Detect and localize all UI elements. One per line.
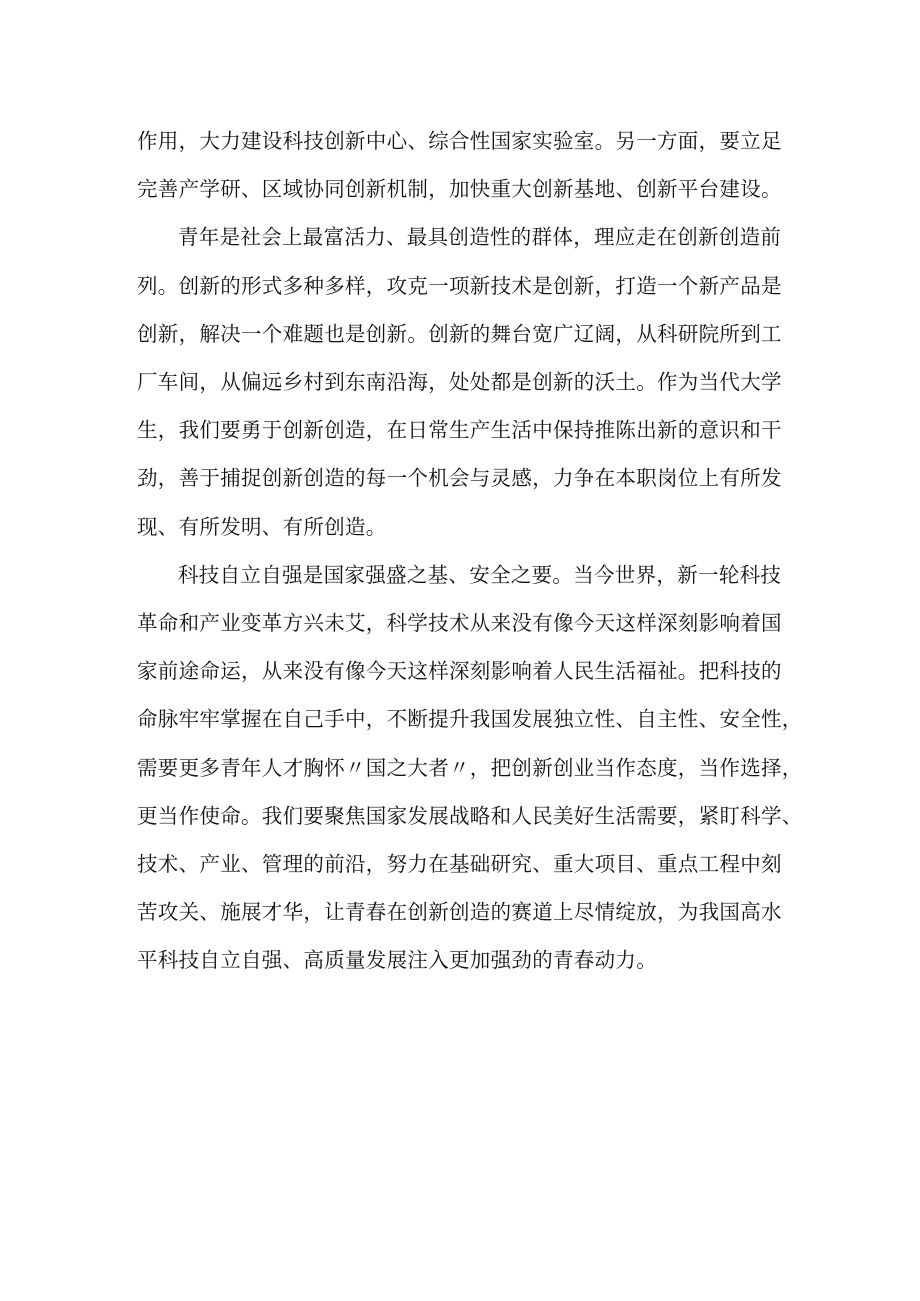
paragraph-line: 平科技自立自强、高质量发展注入更加强劲的青春动力。 <box>137 948 657 973</box>
paragraph-line: 苦攻关、施展才华，让青春在创新创造的赛道上尽情绽放，为我国高水 <box>137 900 782 925</box>
document-body <box>137 117 803 985</box>
paragraph-line: 更当作使命。我们要聚焦国家发展战略和人民美好生活需要，紧盯科学、 <box>137 803 803 828</box>
paragraph-line: 青年是社会上最富活力、最具创造性的群体，理应走在创新创造前 <box>178 225 782 250</box>
paragraph-line: 劲，善于捕捉创新创造的每一个机会与灵感，力争在本职岗位上有所发 <box>137 466 782 491</box>
paragraph-line: 创新，解决一个难题也是创新。创新的舞台宽广辽阔，从科研院所到工 <box>137 321 782 346</box>
paragraph-line: 家前途命运，从来没有像今天这样深刻影响着人民生活福祉。把科技的 <box>137 659 782 684</box>
paragraph-line: 需要更多青年人才胸怀〃国之大者〃，把创新创业当作态度，当作选择， <box>137 755 803 780</box>
paragraph-line: 现、有所发明、有所创造。 <box>137 514 387 539</box>
paragraph-line: 革命和产业变革方兴未艾，科学技术从来没有像今天这样深刻影响着国 <box>137 611 782 636</box>
paragraph-line: 科技自立自强是国家强盛之基、安全之要。当今世界，新一轮科技 <box>178 562 782 587</box>
paragraph-line: 完善产学研、区域协同创新机制，加快重大创新基地、创新平台建设。 <box>137 177 782 202</box>
paragraph-2 <box>137 213 787 550</box>
paragraph-3 <box>137 551 803 985</box>
paragraph-line: 作用，大力建设科技创新中心、综合性国家实验室。另一方面，要立足 <box>137 129 782 153</box>
paragraph-line: 命脉牢牢掌握在自己手中，不断提升我国发展独立性、自主性、安全性， <box>137 707 803 732</box>
paragraph-1 <box>137 117 787 213</box>
paragraph-line: 生，我们要勇于创新创造，在日常生产生活中保持推陈出新的意识和干 <box>137 418 782 443</box>
paragraph-line: 列。创新的形式多种多样，攻克一项新技术是创新，打造一个新产品是 <box>137 273 782 298</box>
paragraph-line: 技术、产业、管理的前沿，努力在基础研究、重大项目、重点工程中刻 <box>137 852 782 877</box>
paragraph-line: 厂车间，从偏远乡村到东南沿海，处处都是创新的沃土。作为当代大学 <box>137 370 782 395</box>
